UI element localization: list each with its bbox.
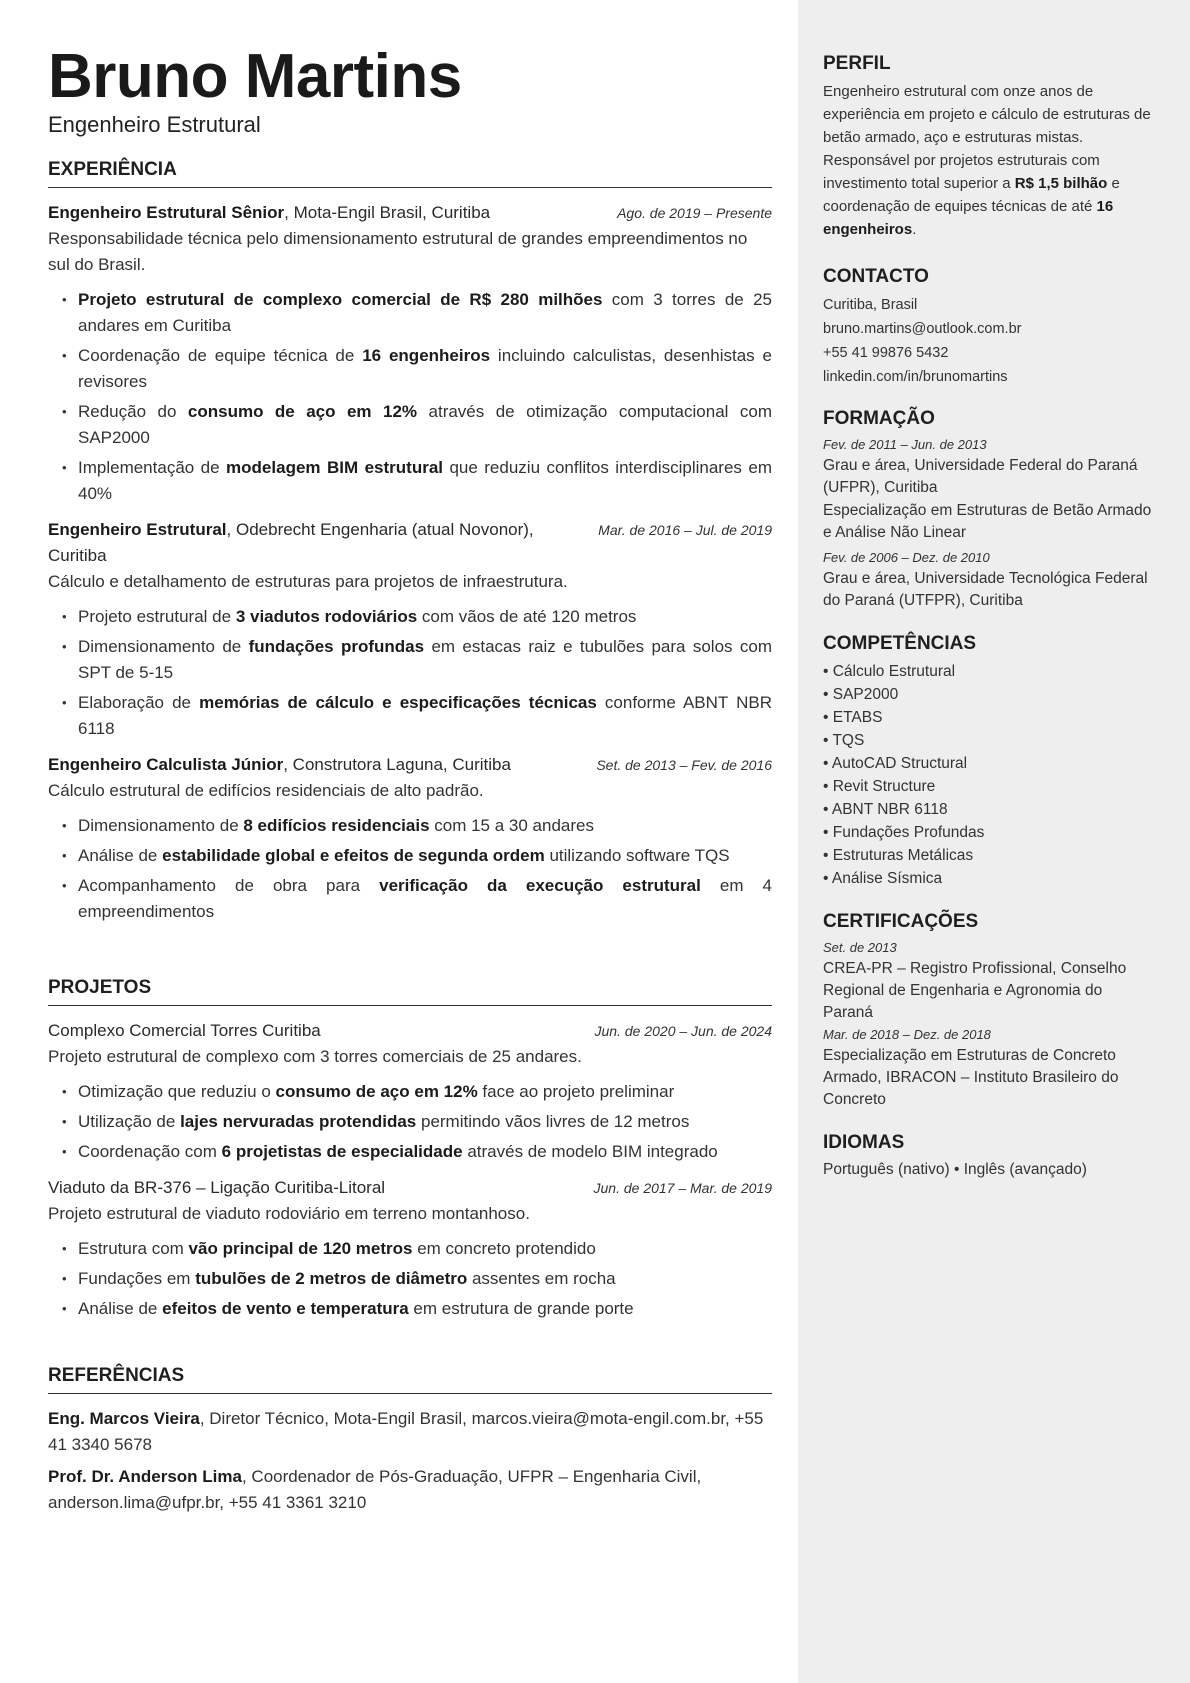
profile-section: [823, 52, 1153, 241]
skill-item: • TQS: [823, 732, 865, 749]
project-bullets: [48, 1236, 772, 1322]
job-position: Engenheiro Estrutural Sênior: [48, 203, 285, 222]
job-date: Set. de 2013 – Fev. de 2016: [596, 757, 772, 773]
candidate-name: Bruno Martins: [48, 42, 462, 111]
project-entry: [48, 1175, 772, 1322]
job-company: , Odebrecht Engenharia (atual Novonor), Curitiba: [48, 520, 534, 565]
bullet-item: • Dimensionamento de 8 edifícios residenciais com 15 a 30 andares: [48, 813, 772, 839]
bullet-item: • Implementação de modelagem BIM estrutural que reduziu conflitos interdisciplinares em 40%: [48, 455, 772, 507]
bullet-item: • Otimização que reduziu o consumo de aço em 12% face ao projeto preliminar: [48, 1079, 772, 1105]
bullet-item: • Acompanhamento de obra para verificação da execução estrutural em 4 empreendimentos: [48, 873, 772, 925]
job-date: Ago. de 2019 – Presente: [617, 205, 772, 221]
bullet-item: • Utilização de lajes nervuradas protendidas permitindo vãos livres de 12 metros: [48, 1109, 772, 1135]
skill-item: • SAP2000: [823, 686, 899, 703]
certification-item: CREA-PR – Registro Profissional, Conselho Regional de Engenharia e Agronomia do Paraná: [823, 960, 1127, 1021]
skills-section: [823, 632, 1153, 890]
education-item: Especialização em Estruturas de Betão Armado e Análise Não Linear: [823, 502, 1152, 541]
project-header: [48, 1018, 772, 1044]
skill-item: • Análise Sísmica: [823, 870, 943, 887]
job-header: [48, 752, 772, 778]
education-item: Grau e área, Universidade Federal do Paraná (UFPR), Curitiba: [823, 457, 1138, 496]
section-title: CONTACTO: [823, 266, 929, 287]
projects-section: [48, 976, 772, 1332]
project-description: Projeto estrutural de viaduto rodoviário em terreno montanhoso.: [48, 1204, 530, 1223]
job-description: Cálculo e detalhamento de estruturas para projetos de infraestrutura.: [48, 572, 568, 591]
job-entry: [48, 752, 772, 925]
bullet-item: • Estrutura com vão principal de 120 metros em concreto protendido: [48, 1236, 772, 1262]
skill-item: • Cálculo Estrutural: [823, 663, 956, 680]
bullet-item: • Análise de estabilidade global e efeitos de segunda ordem utilizando software TQS: [48, 843, 772, 869]
contact-phone[interactable]: +55 41 99876 5432: [823, 345, 949, 361]
bullet-item: • Elaboração de memórias de cálculo e especificações técnicas conforme ABNT NBR 6118: [48, 690, 772, 742]
job-bullets: [48, 604, 772, 742]
skill-item: • AutoCAD Structural: [823, 755, 968, 772]
job-header: [48, 200, 772, 226]
reference-item: Eng. Marcos Vieira, Diretor Técnico, Mota-Engil Brasil, marcos.vieira@mota-engil.com.br, +55 41 3340 5678: [48, 1409, 764, 1454]
job-entry: [48, 517, 772, 742]
project-name: Complexo Comercial Torres Curitiba: [48, 1021, 321, 1040]
contact-location: Curitiba, Brasil: [823, 297, 918, 313]
contact-email[interactable]: bruno.martins@outlook.com.br: [823, 321, 1022, 337]
profile-text: Engenheiro estrutural com onze anos de experiência em projeto e cálculo de estruturas de betão armado, aço e estruturas mistas. Responsável por projetos estruturais com investimento total superior a R$ 1,5 bilhão e coordenação de equipes técnicas de até 16 engenheiros.: [823, 83, 1151, 238]
candidate-role: Engenheiro Estrutural: [48, 112, 261, 137]
certification-date: Set. de 2013: [823, 940, 897, 955]
project-date: Jun. de 2020 – Jun. de 2024: [594, 1023, 772, 1039]
education-section: [823, 407, 1153, 612]
project-bullets: [48, 1079, 772, 1165]
job-description: Cálculo estrutural de edifícios residenciais de alto padrão.: [48, 781, 484, 800]
contact-section: [823, 265, 1153, 389]
bullet-item: • Análise de efeitos de vento e temperatura em estrutura de grande porte: [48, 1296, 772, 1322]
job-date: Mar. de 2016 – Jul. de 2019: [598, 522, 772, 538]
bullet-item: • Fundações em tubulões de 2 metros de diâmetro assentes em rocha: [48, 1266, 772, 1292]
skill-item: • Revit Structure: [823, 778, 936, 795]
section-title: IDIOMAS: [823, 1132, 905, 1153]
section-title: COMPETÊNCIAS: [823, 633, 977, 654]
experience-section: [48, 158, 772, 935]
project-name: Viaduto da BR-376 – Ligação Curitiba-Litoral: [48, 1178, 386, 1197]
bullet-item: • Dimensionamento de fundações profundas em estacas raiz e tubulões para solos com SPT de 5-15: [48, 634, 772, 686]
job-company: , Construtora Laguna, Curitiba: [283, 755, 511, 774]
skill-item: • Fundações Profundas: [823, 824, 985, 841]
section-title: EXPERIÊNCIA: [48, 158, 772, 188]
bullet-item: • Projeto estrutural de 3 viadutos rodoviários com vãos de até 120 metros: [48, 604, 772, 630]
job-header: [48, 517, 772, 569]
section-title: FORMAÇÃO: [823, 408, 935, 429]
bullet-item: • Coordenação com 6 projetistas de especialidade através de modelo BIM integrado: [48, 1139, 772, 1165]
job-entry: [48, 200, 772, 507]
education-date: Fev. de 2006 – Dez. de 2010: [823, 550, 990, 565]
certifications-section: [823, 910, 1153, 1111]
bullet-item: • Projeto estrutural de complexo comercial de R$ 280 milhões com 3 torres de 25 andares em Curitiba: [48, 287, 772, 339]
sidebar: [798, 0, 1190, 1683]
project-header: [48, 1175, 772, 1201]
section-title: CERTIFICAÇÕES: [823, 911, 979, 932]
education-item: Grau e área, Universidade Tecnológica Federal do Paraná (UTFPR), Curitiba: [823, 570, 1148, 609]
skill-item: • ETABS: [823, 709, 883, 726]
section-title: PERFIL: [823, 53, 891, 74]
job-position: Engenheiro Estrutural: [48, 520, 227, 539]
job-company: , Mota-Engil Brasil, Curitiba: [284, 203, 491, 222]
section-title: REFERÊNCIAS: [48, 1364, 772, 1394]
job-bullets: [48, 813, 772, 925]
education-date: Fev. de 2011 – Jun. de 2013: [823, 437, 987, 452]
certification-date: Mar. de 2018 – Dez. de 2018: [823, 1027, 991, 1042]
skill-item: • ABNT NBR 6118: [823, 801, 948, 818]
references-section: [48, 1364, 772, 1522]
job-position: Engenheiro Calculista Júnior: [48, 755, 284, 774]
languages-section: [823, 1131, 1153, 1181]
contact-linkedin[interactable]: linkedin.com/in/brunomartins: [823, 369, 1008, 385]
job-bullets: [48, 287, 772, 507]
project-entry: [48, 1018, 772, 1165]
job-description: Responsabilidade técnica pelo dimensionamento estrutural de grandes empreendimentos no sul do Brasil.: [48, 229, 748, 274]
section-title: PROJETOS: [48, 976, 772, 1006]
bullet-item: • Redução do consumo de aço em 12% através de otimização computacional com SAP2000: [48, 399, 772, 451]
project-date: Jun. de 2017 – Mar. de 2019: [593, 1180, 772, 1196]
bullet-item: • Coordenação de equipe técnica de 16 engenheiros incluindo calculistas, desenhistas e revisores: [48, 343, 772, 395]
project-description: Projeto estrutural de complexo com 3 torres comerciais de 25 andares.: [48, 1047, 582, 1066]
languages-text: Português (nativo) • Inglês (avançado): [823, 1161, 1087, 1178]
reference-item: Prof. Dr. Anderson Lima, Coordenador de Pós-Graduação, UFPR – Engenharia Civil, anderson.lima@ufpr.br, +55 41 3361 3210: [48, 1467, 702, 1512]
skill-item: • Estruturas Metálicas: [823, 847, 974, 864]
certification-item: Especialização em Estruturas de Concreto Armado, IBRACON – Instituto Brasileiro do Concreto: [823, 1047, 1119, 1108]
